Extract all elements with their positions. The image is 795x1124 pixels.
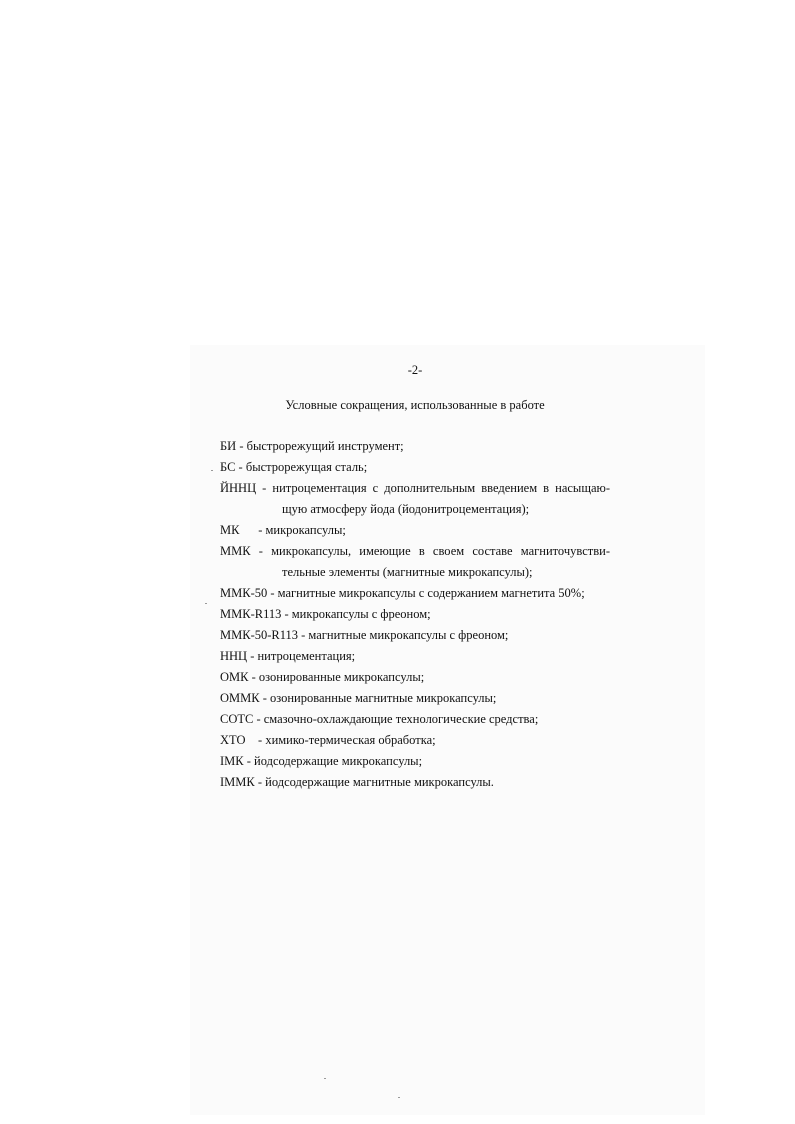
list-item xyxy=(220,436,610,457)
abbreviation-line: ММК-50 - магнитные микрокапсулы с содержанием магнетита 50%; xyxy=(220,586,585,600)
list-item xyxy=(220,625,610,646)
abbreviation-line: ММК-R113 - микрокапсулы с фреоном; xyxy=(220,607,431,621)
list-item xyxy=(220,604,610,625)
page-title: Условные сокращения, использованные в работе xyxy=(285,398,545,412)
list-item xyxy=(220,688,610,709)
abbreviation-line: IМК - йодсодержащие микрокапсулы; xyxy=(220,754,423,768)
list-item xyxy=(220,772,610,793)
list-item xyxy=(220,646,610,667)
abbreviation-line: ММК - микрокапсулы, имеющие в своем составе магниточувстви- xyxy=(220,544,610,558)
abbreviation-line: ННЦ - нитроцементация; xyxy=(220,649,356,663)
list-item xyxy=(220,667,610,688)
scan-speck xyxy=(211,470,213,471)
abbreviation-continuation: щую атмосферу йода (йодонитроцементация); xyxy=(282,502,530,516)
abbreviation-line: ММК-50-R113 - магнитные микрокапсулы с фреоном; xyxy=(220,628,509,642)
list-item xyxy=(220,478,610,520)
scan-speck xyxy=(398,1097,400,1098)
abbreviation-line: ОМК - озонированные микрокапсулы; xyxy=(220,670,425,684)
abbreviation-list xyxy=(220,436,610,793)
abbreviation-line: МК - микрокапсулы; xyxy=(220,523,346,537)
abbreviation-line: ЙННЦ - нитроцементация с дополнительным введением в насыщаю- xyxy=(220,481,610,495)
abbreviation-line: IММК - йодсодержащие магнитные микрокапсулы. xyxy=(220,775,494,789)
abbreviation-line: СОТС - смазочно-охлаждающие технологические средства; xyxy=(220,712,539,726)
abbreviation-continuation: тельные элементы (магнитные микрокапсулы); xyxy=(282,565,533,579)
scan-speck xyxy=(324,1078,326,1079)
abbreviation-line: ОММК - озонированные магнитные микрокапсулы; xyxy=(220,691,497,705)
list-item xyxy=(220,583,610,604)
list-item xyxy=(220,751,610,772)
list-item xyxy=(220,730,610,751)
list-item xyxy=(220,541,610,583)
list-item xyxy=(220,520,610,541)
abbreviation-line: ХТО - химико-термическая обработка; xyxy=(220,733,436,747)
abbreviation-line: БИ - быстрорежущий инструмент; xyxy=(220,439,404,453)
scan-speck xyxy=(205,603,207,604)
list-item xyxy=(220,457,610,478)
list-item xyxy=(220,709,610,730)
abbreviation-line: БС - быстрорежущая сталь; xyxy=(220,460,368,474)
page-number: -2- xyxy=(407,363,423,377)
